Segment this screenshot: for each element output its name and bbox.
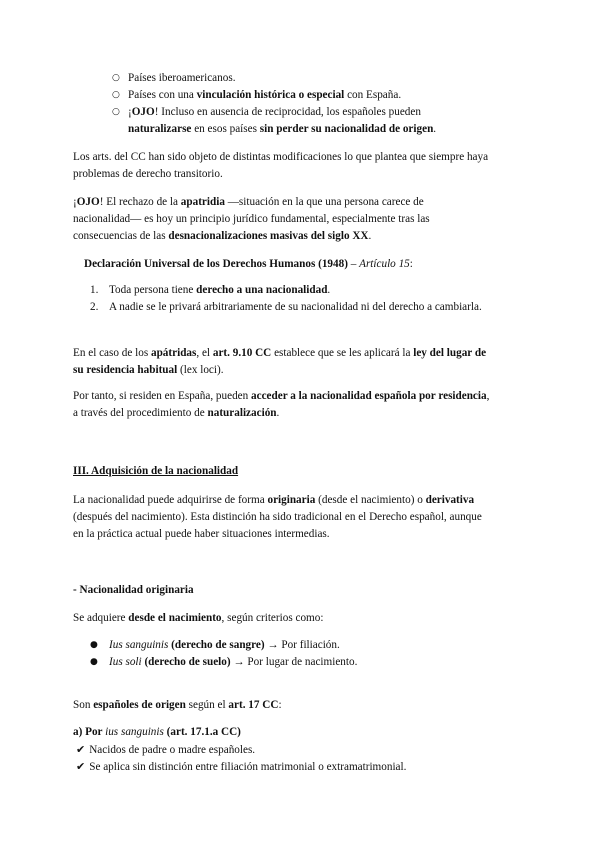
text-run: establece que se les aplicará la <box>271 347 414 359</box>
text-line <box>73 405 543 422</box>
text-run: En el caso de los <box>73 347 151 359</box>
section-heading <box>73 463 533 480</box>
sub-item-text <box>128 106 421 118</box>
bold-text: art. 9.10 CC <box>212 347 272 359</box>
text-line <box>73 166 533 183</box>
check-item-padres <box>76 741 536 759</box>
text-run: , el <box>196 347 213 359</box>
text-line <box>73 509 543 526</box>
paragraph-residencia <box>73 388 543 422</box>
italic-text: Artículo 15 <box>359 258 410 270</box>
paragraph-espanoles <box>73 697 533 714</box>
sub-item-iberoamericanos <box>112 70 538 87</box>
text-run: Por tanto, si residen en España, pueden <box>73 390 252 402</box>
text-run: ¡ <box>128 106 132 118</box>
text-run: . <box>368 230 372 242</box>
sub-item-text <box>128 72 236 84</box>
text-run: problemas de derecho transitorio. <box>73 168 223 180</box>
text-run: en esos países <box>191 123 260 135</box>
solid-bullet-icon: ● <box>90 657 98 667</box>
bold-text: art. 17 CC <box>228 699 279 711</box>
text-run: – <box>347 258 360 270</box>
text-line <box>73 697 533 714</box>
bold-text: naturalizarse <box>128 123 192 135</box>
text-run: Se adquiere <box>73 612 129 624</box>
text-run: ¡ <box>73 196 77 208</box>
sub-item-text-continued <box>128 121 436 138</box>
bold-text: vinculación histórica o especial <box>196 89 345 101</box>
text-line <box>73 149 533 166</box>
check-mark-icon: ✔ <box>76 743 86 756</box>
text-run: : <box>278 699 282 711</box>
text-line <box>73 194 533 211</box>
bold-text: (derecho de sangre) <box>171 639 265 651</box>
text-run: (después del nacimiento). Esta distinción ha sido tradicional en el Derecho español, aunque <box>73 511 482 523</box>
bold-text: a) Por <box>73 726 106 738</box>
sub-item-text <box>128 89 401 101</box>
text-run: —situación en la que una persona carece de <box>224 196 424 208</box>
text-run: (desde el nacimiento) o <box>315 494 426 506</box>
text-run: en la práctica actual puede haber situaciones intermedias. <box>73 528 330 540</box>
bold-text: Declaración Universal de los Derechos Humanos (1948) <box>84 258 348 270</box>
hollow-bullet-icon: ○ <box>112 73 120 83</box>
text-run: con España. <box>344 89 402 101</box>
italic-text: Ius sanguinis <box>109 639 169 651</box>
list-item-text <box>109 299 482 316</box>
text-run: , <box>486 390 490 402</box>
text-line <box>73 211 533 228</box>
sub-item-vinculacion <box>112 87 538 104</box>
text-run: → Por filiación. <box>264 639 340 651</box>
bold-text: desnacionalizaciones masivas del siglo XX <box>168 230 369 242</box>
hollow-bullet-icon: ○ <box>112 107 120 117</box>
text-run: nacionalidad— es hoy un principio jurídico fundamental, especialmente tras las <box>73 213 430 225</box>
bold-text: sin perder su nacionalidad de origen <box>259 123 434 135</box>
check-item-text: Se aplica sin distinción entre filiación matrimonial o extramatrimonial. <box>89 761 407 773</box>
bold-text: (derecho de suelo) <box>144 656 231 668</box>
text-run: Los arts. del CC han sido objeto de distintas modificaciones lo que plantea que siempre haya <box>73 151 489 163</box>
text-run: consecuencias de las <box>73 230 169 242</box>
bold-text: ley del lugar de <box>413 347 487 359</box>
check-mark-icon: ✔ <box>76 760 86 773</box>
text-run: Toda persona tiene <box>109 284 197 296</box>
text-run: ! El rechazo de la <box>99 196 181 208</box>
text-run: : <box>409 258 413 270</box>
text-line <box>73 492 543 509</box>
list-item-text <box>109 654 357 671</box>
paragraph-modificaciones <box>73 149 533 183</box>
bold-text: OJO <box>76 196 100 208</box>
bold-text: apatridia <box>180 196 225 208</box>
text-run: . <box>276 407 280 419</box>
bold-text: acceder a la nacionalidad española por residencia <box>251 390 487 402</box>
check-item-filiacion <box>76 758 536 776</box>
text-run: ! Incluso en ausencia de reciprocidad, los españoles pueden <box>154 106 421 118</box>
bold-text: derecho a una nacionalidad <box>196 284 328 296</box>
text-line <box>73 228 533 245</box>
text-line <box>73 526 543 543</box>
sanguinis-heading <box>73 724 533 741</box>
bold-text: originaria <box>267 494 316 506</box>
text-line <box>73 362 543 379</box>
bold-text: desde el nacimiento <box>128 612 222 624</box>
solid-bullet-icon: ● <box>90 640 98 650</box>
section-heading-text: III. Adquisición de la nacionalidad <box>73 465 239 477</box>
text-line <box>73 388 543 405</box>
text-line <box>73 345 543 362</box>
list-item-text <box>109 637 340 654</box>
paragraph-apatridia <box>73 194 533 245</box>
text-line <box>73 610 533 627</box>
italic-text: ius sanguinis <box>105 726 164 738</box>
text-run: A nadie se le privará arbitrariamente de su nacionalidad ni del derecho a cambiarla. <box>109 301 482 313</box>
check-item-text: Nacidos de padre o madre españoles. <box>89 744 256 756</box>
bold-text: (art. 17.1.a CC) <box>163 726 241 738</box>
text-run: Son <box>73 699 94 711</box>
text-run: Países con una <box>128 89 197 101</box>
originaria-heading-text: - Nacionalidad originaria <box>73 584 194 596</box>
text-run: (lex loci). <box>177 364 224 376</box>
paragraph-adquisicion <box>73 492 543 543</box>
bold-text: OJO <box>131 106 155 118</box>
paragraph-apatridas <box>73 345 543 379</box>
list-item-text <box>109 282 330 299</box>
text-run: , según criterios como: <box>221 612 324 624</box>
bold-text: su residencia habitual <box>73 364 178 376</box>
text-run: . <box>327 284 331 296</box>
sub-item-ojo-reciprocidad <box>112 104 538 135</box>
text-run: según el <box>185 699 229 711</box>
list-number: 2. <box>90 301 99 313</box>
bold-text: apátridas <box>150 347 197 359</box>
bold-text: naturalización <box>207 407 277 419</box>
text-run: a través del procedimiento de <box>73 407 208 419</box>
text-run: → Por lugar de nacimiento. <box>230 656 358 668</box>
paragraph-criterios <box>73 610 533 627</box>
text-run: La nacionalidad puede adquirirse de forma <box>73 494 268 506</box>
declaracion-heading <box>84 256 544 273</box>
bold-text: derivativa <box>425 494 475 506</box>
italic-text: Ius soli <box>109 656 142 668</box>
hollow-bullet-icon: ○ <box>112 90 120 100</box>
bold-text: españoles de origen <box>93 699 186 711</box>
text-run: . <box>433 123 437 135</box>
list-number: 1. <box>90 284 99 296</box>
originaria-heading <box>73 582 533 599</box>
text-run: Países iberoamericanos. <box>128 72 236 84</box>
